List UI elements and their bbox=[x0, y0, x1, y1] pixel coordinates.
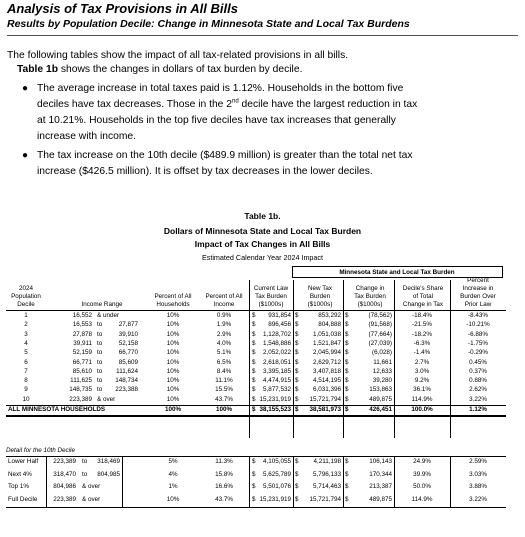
table-row-2-dollar-current: $ bbox=[252, 321, 256, 329]
detail-row-4-income-sep: & over bbox=[82, 495, 101, 503]
detail-row-4-pct-increase: 3.22% bbox=[469, 495, 487, 503]
detail-row-2-pct-income: 15.8% bbox=[215, 470, 233, 478]
table-row-5-decile: 5 bbox=[24, 349, 28, 357]
intro-line-2 bbox=[17, 63, 302, 77]
detail-row-2-pct-increase: 3.03% bbox=[469, 470, 487, 478]
table-row-2-income-sep: to bbox=[97, 321, 103, 329]
table-row-4-pct-households: 10% bbox=[166, 339, 180, 347]
table-row-5-current-law: 2,052,022 bbox=[262, 349, 291, 357]
table-row-2-pct-increase: -10.21% bbox=[466, 321, 490, 329]
table-row-7-current-law: 3,395,185 bbox=[262, 367, 291, 375]
table-row-8-dollar-change: $ bbox=[345, 377, 349, 385]
table-period: Estimated Calendar Year 2024 Impact bbox=[201, 253, 324, 262]
table-row-5-dollar-new: $ bbox=[295, 349, 299, 357]
table-row-8-income-high: 148,734 bbox=[115, 377, 138, 385]
table-row-2-dollar-change: $ bbox=[345, 321, 349, 329]
table-row-10-pct-households: 10% bbox=[166, 395, 180, 403]
detail-row-3-income-low: 804,986 bbox=[53, 483, 76, 490]
table-row-4-income-sep: to bbox=[97, 339, 103, 347]
detail-row-2-dollar-new: $ bbox=[295, 470, 299, 478]
table-row-8-dollar-current: $ bbox=[252, 377, 256, 385]
group-header: Minnesota State and Local Tax Burden bbox=[339, 269, 455, 276]
total-bottom-rule bbox=[6, 415, 506, 417]
detail-row-1-pct-households: 5% bbox=[168, 458, 178, 465]
total-dollar-change: $ bbox=[345, 406, 349, 413]
table-row-3-dollar-current: $ bbox=[252, 330, 256, 338]
table-row-10-dollar-new: $ bbox=[295, 395, 299, 403]
table-row-3-pct-income: 2.9% bbox=[216, 330, 232, 338]
total-label: ALL MINNESOTA HOUSEHOLDS bbox=[8, 406, 106, 413]
table-row-10-decile: 10 bbox=[22, 395, 30, 403]
table-row-7-income-low: 85,610 bbox=[72, 367, 92, 375]
bullet-1-text-b: decile have the largest reduction in tax bbox=[238, 99, 418, 110]
table-row-9-dollar-new: $ bbox=[295, 386, 299, 394]
table-row-6-decile-share: 2.7% bbox=[414, 358, 430, 366]
table-row-10-pct-increase: 3.22% bbox=[469, 395, 487, 403]
table-row-3-decile: 3 bbox=[24, 330, 28, 338]
table-row-6-pct-income: 6.5% bbox=[216, 358, 232, 366]
bullet-dot: ● bbox=[22, 83, 29, 94]
header-rule bbox=[6, 310, 506, 311]
table-row-2-pct-households: 10% bbox=[166, 321, 180, 329]
table-row-5-pct-increase: -0.29% bbox=[468, 349, 488, 357]
table-row-2-change: (91,568) bbox=[368, 321, 392, 329]
detail-row-4-decile-share: 114.9% bbox=[411, 495, 433, 503]
table-row-1-dollar-change: $ bbox=[345, 312, 349, 319]
bullet-2-line-2: increase ($426.5 million). It is offset by tax decreases in the lower deciles. bbox=[37, 166, 373, 177]
table-row-3-pct-households: 10% bbox=[166, 330, 180, 338]
detail-row-4-income-low: 223,389 bbox=[53, 495, 76, 503]
detail-row-1-dollar-new: $ bbox=[295, 458, 299, 465]
table-row-4-new-burden: 1,521,847 bbox=[312, 339, 341, 347]
header-decile: Population bbox=[11, 293, 41, 300]
table-row-9-pct-households: 10% bbox=[166, 386, 180, 394]
bullet-1-text-a: deciles have tax decreases. Those in the 2 bbox=[37, 99, 232, 110]
intro-line-2-text: shows the changes in dollars of tax burden by decile. bbox=[58, 64, 303, 75]
header-pct-income: Percent of All bbox=[205, 293, 243, 300]
table-row-3-current-law: 1,128,702 bbox=[262, 330, 291, 338]
detail-row-3-dollar-change: $ bbox=[345, 483, 349, 490]
header-income-range: Income Range bbox=[81, 301, 123, 308]
table-row-4-dollar-new: $ bbox=[295, 339, 299, 347]
table-row-4-income-high: 52,158 bbox=[118, 339, 138, 347]
detail-row-3-change: 213,387 bbox=[369, 483, 392, 490]
table-row-4-decile-share: -6.3% bbox=[413, 339, 431, 347]
table-row-3-income-high: 39,910 bbox=[118, 330, 138, 338]
detail-row-1-income-low: 223,389 bbox=[53, 458, 76, 465]
group-header-top-rule bbox=[292, 266, 502, 267]
detail-rule-share-right bbox=[450, 456, 451, 508]
table-row-1-new-burden: 853,292 bbox=[318, 312, 341, 319]
header-pct-increase: Burden Over bbox=[460, 293, 496, 300]
detail-row-3-pct-increase: 3.88% bbox=[469, 483, 487, 490]
bullet-1-line-3: at 10.21%. Households in the top five deciles have tax increases that generally bbox=[37, 115, 396, 126]
header-pct-increase: Prior Law bbox=[464, 301, 492, 308]
table-row-1-dollar-new: $ bbox=[295, 312, 299, 319]
table-row-6-pct-increase: 0.45% bbox=[469, 358, 487, 366]
table-row-4-decile: 4 bbox=[24, 339, 28, 347]
table-row-6-income-high: 85,609 bbox=[118, 358, 138, 366]
table-row-1-change: (78,562) bbox=[368, 312, 392, 319]
table-row-7-change: 12,633 bbox=[372, 367, 392, 375]
table-row-9-decile-share: 36.1% bbox=[413, 386, 431, 394]
table-row-8-pct-increase: 0.88% bbox=[469, 377, 487, 385]
table-row-5-change: (6,028) bbox=[372, 349, 392, 357]
table-row-9-decile: 9 bbox=[24, 386, 28, 394]
detail-row-3-decile-share: 50.0% bbox=[413, 483, 431, 490]
detail-row-3-income-sep: & over bbox=[82, 483, 101, 490]
table-row-9-current-law: 5,877,532 bbox=[262, 386, 291, 394]
table-row-4-pct-increase: -1.75% bbox=[468, 339, 488, 347]
table-row-6-change: 11,661 bbox=[373, 358, 392, 366]
detail-rule-range bbox=[122, 456, 123, 508]
table-row-5-dollar-current: $ bbox=[252, 349, 256, 357]
table-row-8-current-law: 4,474,915 bbox=[262, 377, 291, 385]
table-row-9-income-low: 148,735 bbox=[69, 386, 92, 394]
detail-row-1-change: 106,143 bbox=[369, 458, 392, 465]
table-number: Table 1b. bbox=[244, 211, 281, 221]
table-row-7-income-sep: to bbox=[97, 367, 103, 375]
header-change: Tax Burden bbox=[354, 293, 386, 300]
table-row-3-change: (77,664) bbox=[368, 330, 392, 338]
table-title: Dollars of Minnesota State and Local Tax Burden bbox=[163, 226, 362, 236]
detail-row-2-income-high: 804,985 bbox=[97, 470, 120, 478]
table-row-6-dollar-change: $ bbox=[345, 358, 349, 366]
detail-row-4-pct-households: 10% bbox=[166, 495, 180, 503]
table-row-8-new-burden: 4,514,195 bbox=[312, 377, 341, 385]
detail-row-3-dollar-current: $ bbox=[252, 483, 256, 490]
table-row-4-income-low: 39,911 bbox=[73, 339, 92, 347]
table-row-7-decile-share: 3.0% bbox=[414, 367, 430, 375]
table-row-6-dollar-new: $ bbox=[295, 358, 299, 366]
detail-row-4-dollar-current: $ bbox=[252, 495, 256, 503]
total-current-law: 38,155,523 bbox=[259, 406, 291, 413]
detail-row-1-dollar-change: $ bbox=[345, 458, 349, 465]
table-row-9-income-sep: to bbox=[97, 386, 103, 394]
bullet-1-line-2 bbox=[37, 97, 417, 113]
table-row-4-dollar-current: $ bbox=[252, 339, 256, 347]
detail-row-2-label: Next 4% bbox=[8, 470, 32, 478]
header-pct-increase: Percent bbox=[467, 277, 489, 284]
table-row-5-pct-households: 10% bbox=[166, 349, 180, 357]
header-decile-share: Decile's Share bbox=[402, 285, 444, 292]
table-row-5-income-low: 52,159 bbox=[72, 349, 92, 357]
total-decile-share: 100.0% bbox=[411, 406, 433, 413]
table-row-1-income-low: 16,552 bbox=[72, 312, 92, 319]
detail-row-4-dollar-new: $ bbox=[295, 495, 299, 503]
table-row-4-current-law: 1,548,886 bbox=[262, 339, 291, 347]
bullet-dot: ● bbox=[22, 150, 29, 161]
detail-row-3-current-law: 5,501,076 bbox=[262, 483, 291, 490]
detail-row-4-label: Full Decile bbox=[8, 495, 38, 503]
table-row-10-dollar-change: $ bbox=[345, 395, 349, 403]
detail-row-2-dollar-current: $ bbox=[252, 470, 256, 478]
detail-row-4-change: 489,875 bbox=[369, 495, 392, 503]
table-row-9-new-burden: 6,031,396 bbox=[312, 386, 341, 394]
total-new-burden: 38,581,973 bbox=[309, 406, 341, 413]
detail-row-3-pct-income: 16.6% bbox=[215, 483, 233, 490]
table-row-6-new-burden: 2,629,712 bbox=[312, 358, 341, 366]
table-row-10-pct-income: 43.7% bbox=[215, 395, 233, 403]
table-row-3-income-low: 27,878 bbox=[72, 330, 92, 338]
detail-rule-new bbox=[293, 456, 294, 508]
header-new-burden: Burden bbox=[309, 293, 331, 300]
table-row-2-new-burden: 804,888 bbox=[318, 321, 341, 329]
header-decile: Decile bbox=[17, 301, 35, 308]
table-row-9-dollar-current: $ bbox=[252, 386, 256, 394]
detail-row-1-income-sep: to bbox=[82, 458, 88, 465]
header-pct-households: Households bbox=[156, 301, 190, 308]
header-current-law: Tax Burden bbox=[255, 293, 287, 300]
detail-row-1-current-law: 4,105,055 bbox=[262, 458, 291, 465]
detail-row-2-decile-share: 39.9% bbox=[413, 470, 431, 478]
table-row-1-decile-share: -18.4% bbox=[412, 312, 432, 319]
table-row-4-dollar-change: $ bbox=[345, 339, 349, 347]
table-row-1-dollar-current: $ bbox=[252, 312, 256, 319]
total-dollar-new: $ bbox=[295, 406, 299, 413]
header-change: Change in bbox=[355, 285, 385, 292]
detail-row-4-dollar-change: $ bbox=[345, 495, 349, 503]
header-decile-share: of Total bbox=[412, 293, 434, 300]
table-row-7-dollar-change: $ bbox=[345, 367, 349, 375]
table-row-5-dollar-change: $ bbox=[345, 349, 349, 357]
table-row-7-pct-increase: 0.37% bbox=[469, 367, 487, 375]
table-row-4-pct-income: 4.0% bbox=[216, 339, 232, 347]
detail-row-2-income-low: 318,470 bbox=[53, 470, 76, 478]
detail-row-1-pct-income: 11.3% bbox=[215, 458, 233, 465]
total-dollar-current: $ bbox=[252, 406, 256, 413]
table-row-9-income-high: 223,388 bbox=[115, 386, 138, 394]
table-row-1-pct-income: 0.9% bbox=[216, 312, 232, 319]
table-row-7-decile: 7 bbox=[24, 367, 28, 375]
table-row-6-pct-households: 10% bbox=[166, 358, 180, 366]
header-change: ($1000s) bbox=[357, 301, 383, 308]
table-row-8-income-low: 111,625 bbox=[70, 377, 92, 385]
bullet-2-line-1: The tax increase on the 10th decile ($489.9 million) is greater than the total net tax bbox=[37, 150, 413, 161]
detail-row-3-dollar-new: $ bbox=[295, 483, 299, 490]
table-row-8-decile-share: 9.2% bbox=[414, 377, 430, 385]
bullet-1-line-4: increase with income. bbox=[37, 131, 137, 142]
table-row-3-income-sep: to bbox=[97, 330, 103, 338]
header-decile: 2024 bbox=[18, 285, 33, 292]
table-row-7-pct-income: 8.4% bbox=[216, 367, 232, 375]
table-row-1-income-sep: & under bbox=[97, 312, 120, 319]
detail-row-1-pct-increase: 2.59% bbox=[469, 458, 487, 465]
table-row-7-pct-households: 10% bbox=[166, 367, 180, 375]
intro-line-1: The following tables show the impact of all tax-related provisions in all bills. bbox=[7, 50, 349, 61]
total-pct-increase: 1.12% bbox=[469, 406, 487, 413]
table-row-1-current-law: 931,854 bbox=[268, 312, 291, 319]
table-row-8-income-sep: to bbox=[97, 377, 103, 385]
table-row-2-decile: 2 bbox=[24, 321, 28, 329]
header-new-burden: New Tax bbox=[307, 285, 333, 292]
table-row-10-income-sep: & over bbox=[97, 395, 116, 403]
header-current-law: Current Law bbox=[253, 285, 289, 292]
detail-row-1-decile-share: 24.9% bbox=[413, 458, 431, 465]
table-row-9-pct-increase: 2.62% bbox=[469, 386, 487, 394]
table-row-2-dollar-new: $ bbox=[295, 321, 299, 329]
detail-rule-change bbox=[343, 456, 344, 508]
detail-rule-label bbox=[46, 456, 47, 508]
table-row-10-new-burden: 15,721,794 bbox=[309, 395, 341, 403]
detail-label: Detail for the 10th Decile bbox=[6, 447, 75, 454]
table-row-8-pct-income: 11.1% bbox=[215, 377, 233, 385]
table-row-6-income-sep: to bbox=[97, 358, 103, 366]
table-row-7-income-high: 111,624 bbox=[116, 367, 138, 375]
detail-row-4-pct-income: 43.7% bbox=[215, 495, 233, 503]
table-row-6-income-low: 66,771 bbox=[72, 358, 92, 366]
table-row-7-dollar-current: $ bbox=[252, 367, 256, 375]
table-row-6-current-law: 2,618,051 bbox=[262, 358, 291, 366]
detail-row-3-label: Top 1% bbox=[8, 483, 30, 490]
table-row-3-dollar-change: $ bbox=[345, 330, 349, 338]
table-row-8-change: 39,280 bbox=[372, 377, 392, 385]
table-row-5-income-sep: to bbox=[97, 349, 103, 357]
bullet-1-line-1: The average increase in total taxes paid is 1.12%. Households in the bottom five bbox=[37, 83, 404, 94]
table-row-1-pct-increase: -8.43% bbox=[468, 312, 488, 319]
detail-row-2-current-law: 5,625,789 bbox=[262, 470, 291, 478]
header-pct-increase: Increase in bbox=[462, 285, 494, 292]
detail-row-3-pct-households: 1% bbox=[168, 483, 178, 490]
page-title: Analysis of Tax Provisions in All Bills bbox=[7, 1, 238, 16]
detail-row-2-dollar-change: $ bbox=[345, 470, 349, 478]
table-row-2-current-law: 896,456 bbox=[268, 321, 291, 329]
table-row-7-dollar-new: $ bbox=[295, 367, 299, 375]
table-row-5-new-burden: 2,045,994 bbox=[312, 349, 341, 357]
header-pct-income: Income bbox=[213, 301, 235, 308]
header-decile-share: Change in Tax bbox=[402, 301, 444, 308]
detail-row-1-dollar-current: $ bbox=[252, 458, 256, 465]
table-row-5-decile-share: -1.4% bbox=[413, 349, 431, 357]
table-row-5-pct-income: 5.1% bbox=[216, 349, 232, 357]
detail-row-1-income-high: 318,469 bbox=[97, 458, 120, 465]
table-row-7-new-burden: 3,407,818 bbox=[312, 367, 341, 375]
table-row-10-change: 489,875 bbox=[369, 395, 392, 403]
table-row-3-pct-increase: -6.88% bbox=[468, 330, 488, 338]
total-pct-income: 100% bbox=[215, 406, 233, 413]
detail-row-4-new-burden: 15,721,794 bbox=[309, 495, 341, 503]
table-row-6-decile: 6 bbox=[24, 358, 28, 366]
detail-row-2-income-sep: to bbox=[82, 470, 88, 478]
table-row-2-income-high: 27,877 bbox=[118, 321, 138, 329]
table-row-2-pct-income: 1.9% bbox=[216, 321, 232, 329]
group-header-left-rule bbox=[292, 266, 293, 278]
table-row-5-income-high: 66,770 bbox=[118, 349, 138, 357]
table-row-8-dollar-new: $ bbox=[295, 377, 299, 385]
table-row-1-pct-households: 10% bbox=[166, 312, 180, 319]
table-row-10-income-low: 223,389 bbox=[69, 395, 92, 403]
table-row-2-decile-share: -21.5% bbox=[412, 321, 432, 329]
page-subtitle: Results by Population Decile: Change in Minnesota State and Local Tax Burdens bbox=[7, 18, 410, 30]
detail-bottom-rule bbox=[6, 507, 506, 508]
table-row-6-dollar-current: $ bbox=[252, 358, 256, 366]
table-row-2-income-low: 16,553 bbox=[72, 321, 92, 329]
table-row-9-pct-income: 15.5% bbox=[215, 386, 233, 394]
header-current-law: ($1000s) bbox=[258, 301, 284, 308]
table-row-8-pct-households: 10% bbox=[166, 377, 180, 385]
detail-row-4-current-law: 15,231,919 bbox=[259, 495, 291, 503]
title-divider bbox=[7, 35, 518, 36]
table-subtitle: Impact of Tax Changes in All Bills bbox=[194, 239, 331, 249]
header-pct-households: Percent of All bbox=[154, 293, 192, 300]
table-reference: Table 1b bbox=[17, 64, 59, 75]
detail-row-1-new-burden: 4,211,198 bbox=[313, 458, 341, 465]
table-row-3-decile-share: -18.2% bbox=[412, 330, 432, 338]
table-row-3-dollar-new: $ bbox=[295, 330, 299, 338]
total-change: 426,451 bbox=[369, 406, 392, 413]
detail-rule-current bbox=[249, 456, 250, 508]
table-row-8-decile: 8 bbox=[24, 377, 28, 385]
detail-row-2-pct-households: 4% bbox=[168, 470, 178, 478]
table-row-9-dollar-change: $ bbox=[345, 386, 349, 394]
total-pct-households: 100% bbox=[164, 406, 182, 413]
table-row-4-change: (27,039) bbox=[368, 339, 392, 347]
table-row-10-current-law: 15,231,919 bbox=[259, 395, 291, 403]
table-row-3-new-burden: 1,051,038 bbox=[312, 330, 341, 338]
detail-rule-share bbox=[394, 456, 395, 508]
detail-top-rule bbox=[6, 456, 506, 457]
table-row-1-decile: 1 bbox=[24, 312, 28, 319]
table-row-10-decile-share: 114.9% bbox=[411, 395, 433, 403]
detail-row-3-new-burden: 5,714,463 bbox=[312, 483, 341, 490]
table-row-10-dollar-current: $ bbox=[252, 395, 256, 403]
detail-row-2-new-burden: 5,796,133 bbox=[312, 470, 341, 478]
table-row-9-change: 153,863 bbox=[369, 386, 392, 394]
detail-row-2-change: 170,344 bbox=[369, 470, 392, 478]
bullet-1-superscript: nd bbox=[232, 98, 239, 105]
detail-row-1-label: Lower Half bbox=[8, 458, 39, 465]
header-new-burden: ($1000s) bbox=[307, 301, 333, 308]
